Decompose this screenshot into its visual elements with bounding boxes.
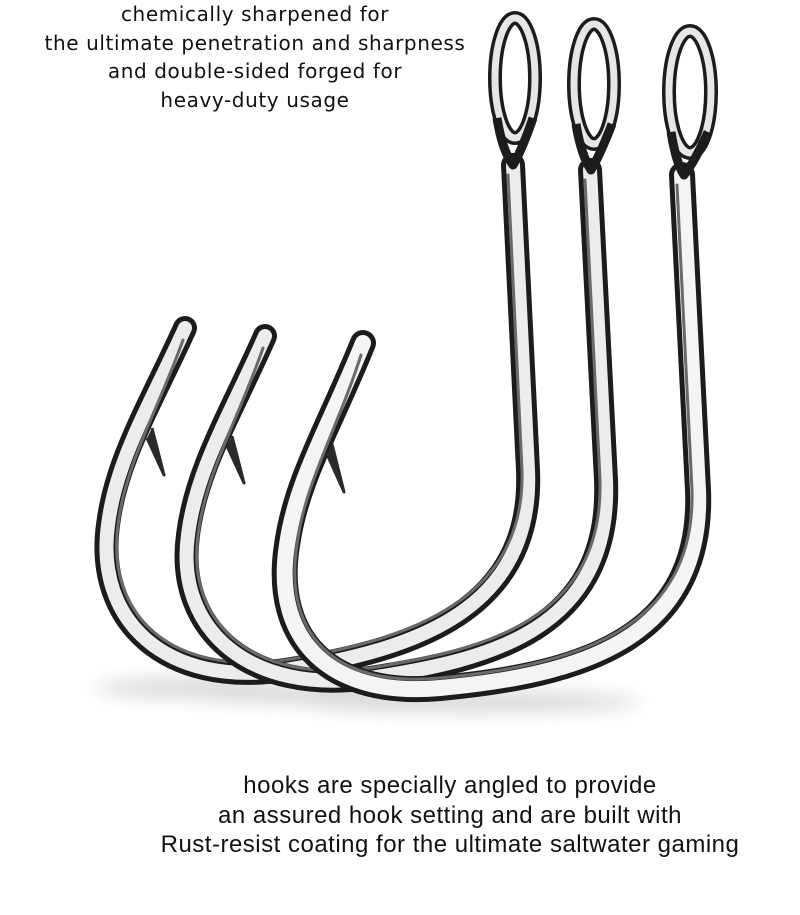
bottom-caption-line-3: Rust-resist coating for the ultimate saltwater gaming bbox=[160, 831, 740, 858]
bottom-caption bbox=[90, 771, 800, 860]
top-caption-line-3: and double-sided forged for bbox=[107, 59, 403, 83]
bottom-caption-line-2: an assured hook setting and are built with bbox=[218, 801, 682, 829]
top-caption-line-1: chemically sharpened for bbox=[120, 2, 390, 26]
bottom-caption-line-1: hooks are specially angled to provide bbox=[243, 772, 657, 799]
hook-2 bbox=[187, 24, 614, 681]
top-caption-line-4: heavy-duty usage bbox=[160, 87, 350, 112]
hook-1 bbox=[106, 18, 535, 673]
top-caption-line-2: the ultimate penetration and sharpness bbox=[44, 30, 466, 55]
